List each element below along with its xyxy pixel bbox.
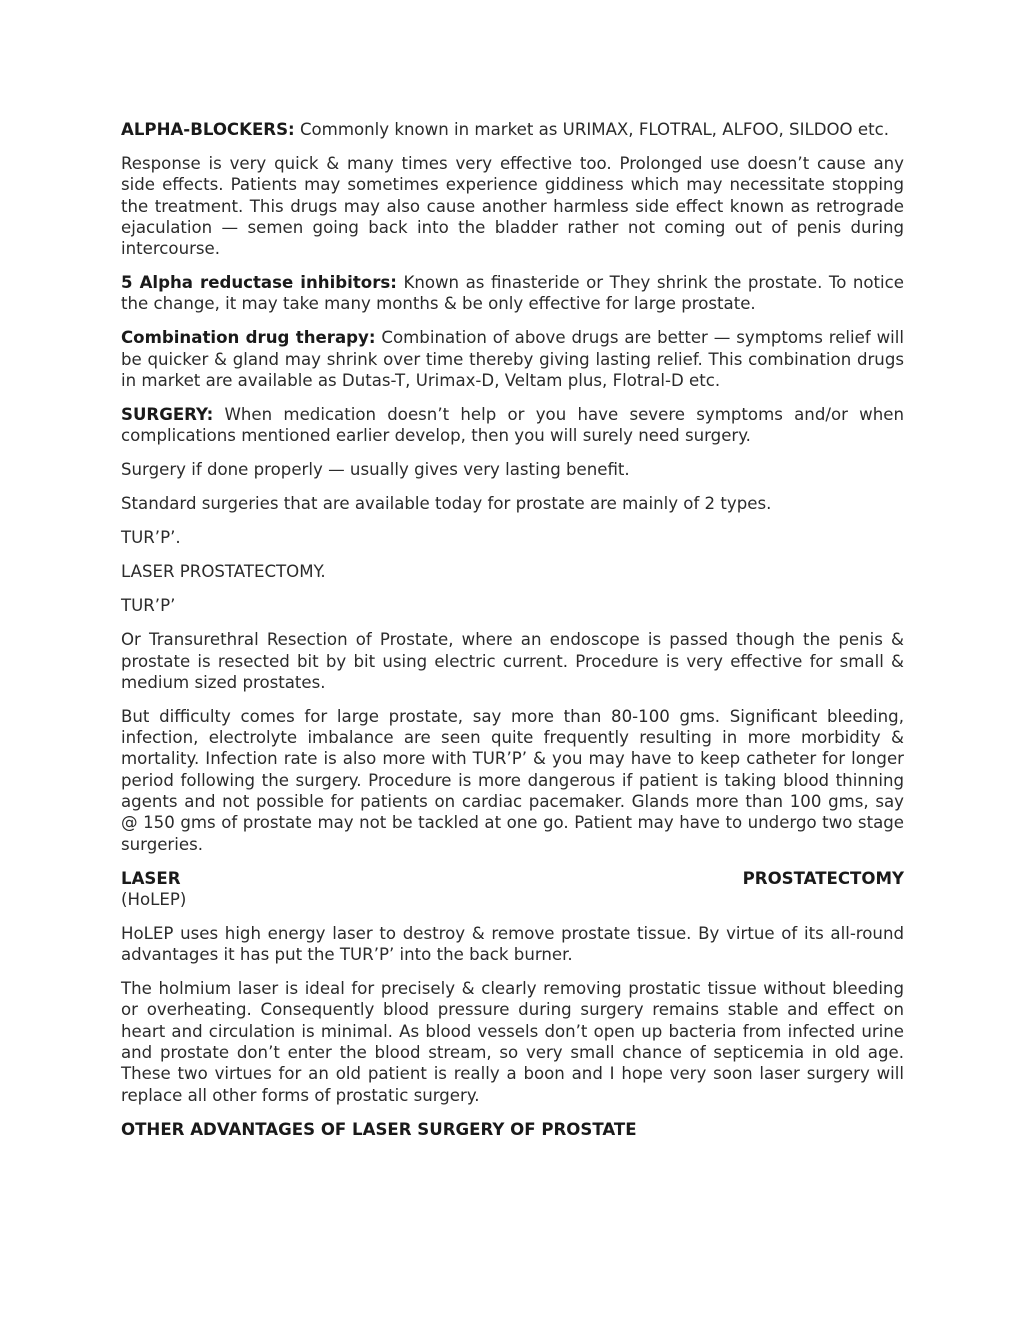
holep-subheading: (HoLEP) <box>121 889 187 909</box>
other-advantages-heading <box>121 1119 904 1140</box>
turp-description-paragraph: Or Transurethral Resection of Prostate, where an endoscope is passed though the penis & prostate is resected bit by bit using electric current. Procedure is very effective for small & medium sized prostates. <box>121 630 904 692</box>
document-page <box>121 119 904 1153</box>
response-paragraph: Response is very quick & many times very effective too. Prolonged use doesn’t cause any side effects. Patients may sometimes experience giddiness which may necessitate stopping the treatment. This drugs may also cause another harmless side effect known as retrograde ejaculation — semen going back into the bladder rather not coming out of penis during intercourse. <box>121 153 904 259</box>
other-advantages-heading-text: OTHER ADVANTAGES OF LASER SURGERY OF PROSTATE <box>121 1119 637 1139</box>
surgery-types-paragraph: Standard surgeries that are available today for prostate are mainly of 2 types. <box>121 494 772 514</box>
combination-paragraph <box>121 327 904 391</box>
combination-text: Combination of above drugs are better — symptoms relief will be quicker & gland may shrink over time thereby giving lasting relief. This combination drugs in market are available as Dutas-T, Urimax-D, Veltam plus, Flotral-D etc. <box>121 328 904 391</box>
laser-list-item: LASER PROSTATECTOMY. <box>121 562 326 582</box>
reductase-label: 5 Alpha reductase inhibitors: <box>121 273 397 293</box>
holmium-laser-paragraph: The holmium laser is ideal for precisely & clearly removing prostatic tissue without bleeding or overheating. Consequently blood pressure during surgery remains stable and effect on heart and circulation is minimal. As blood vessels don’t open up bacteria from infected urine and prostate don’t enter the blood stream, so very small chance of septicemia in old age. These two virtues for an old patient is really a boon and I hope very soon laser surgery will replace all other forms of prostatic surgery. <box>121 979 904 1105</box>
laser-prostatectomy-heading <box>121 868 904 889</box>
reductase-text: Known as finasteride or They shrink the prostate. To notice the change, it may take many months & be only effective for large prostate. <box>121 273 905 314</box>
turp-heading: TUR’P’ <box>121 596 176 616</box>
holep-intro-paragraph: HoLEP uses high energy laser to destroy & remove prostate tissue. By virtue of its all-round advantages it has put the TUR’P’ into the back burner. <box>121 923 904 965</box>
alpha-blockers-label: ALPHA-BLOCKERS: <box>121 120 295 139</box>
surgery-label: SURGERY: <box>121 405 214 425</box>
surgery-paragraph <box>121 404 904 447</box>
combination-label: Combination drug therapy: <box>121 328 376 348</box>
turp-list-item: TUR’P’. <box>121 528 181 548</box>
laser-heading-left: LASER <box>121 868 181 888</box>
surgery-text: When medication doesn’t help or you have severe symptoms and/or when complications mentioned earlier develop, then you will surely need surgery. <box>121 405 904 446</box>
reductase-paragraph <box>121 272 904 315</box>
surgery-benefit-paragraph: Surgery if done properly — usually gives very lasting benefit. <box>121 460 630 480</box>
laser-heading-right: PROSTATECTOMY <box>742 868 904 888</box>
alpha-blockers-text: Commonly known in market as URIMAX, FLOTRAL, ALFOO, SILDOO etc. <box>294 120 890 139</box>
turp-difficulty-paragraph: But difficulty comes for large prostate, say more than 80-100 gms. Significant bleeding, infection, electrolyte imbalance are seen quite frequently resulting in more morbidity & mortality. Infection rate is also more with TUR’P’ & you may have to keep catheter for longer period following the surgery. Procedure is more dangerous if patient is taking blood thinning agents and not possible for patients on cardiac pacemaker. Glands more than 100 gms, say @ 150 gms of prostate may not be tackled at one go. Patient may have to undergo two stage surgeries. <box>121 706 904 854</box>
alpha-blockers-paragraph <box>121 119 904 140</box>
